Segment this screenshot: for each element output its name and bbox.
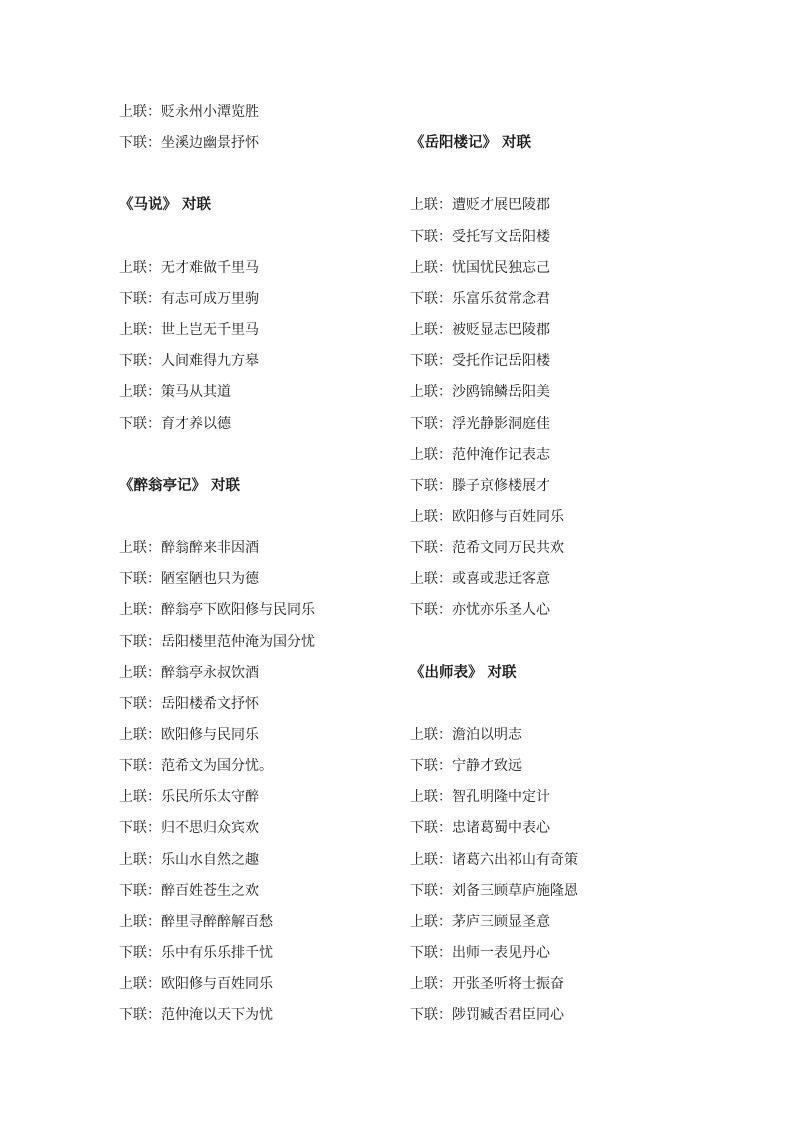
- couplet-line: 上联：醉翁亭下欧阳修与民同乐: [119, 602, 315, 619]
- section-heading: 《岳阳楼记》 对联: [410, 135, 532, 152]
- couplet-line: 上联：乐民所乐太守醉: [119, 789, 259, 806]
- couplet-line: 上联：澹泊以明志: [410, 727, 522, 743]
- couplet-line: 上联：世上岂无千里马: [119, 322, 259, 339]
- couplet-line: 上联：欧阳修与民同乐: [119, 727, 259, 743]
- couplet-line: 下联：亦忧亦乐圣人心: [410, 602, 550, 619]
- couplet-line: 上联：被贬显志巴陵郡: [410, 322, 550, 339]
- couplet-line: 下联：岳阳楼里范仲淹为国分忧: [119, 633, 315, 650]
- couplet-line: 下联：受托写文岳阳楼: [410, 228, 550, 245]
- couplet-line: 下联：乐中有乐乐排千忧: [119, 945, 273, 962]
- couplet-line: 下联：乐富乐贫常念君: [410, 290, 550, 307]
- section-heading: 《醉翁亭记》 对联: [119, 477, 241, 494]
- couplet-line: 下联：滕子京修楼展才: [410, 477, 550, 494]
- couplet-line: 上联：遭贬才展巴陵郡: [410, 197, 550, 214]
- couplet-line: 上联：范仲淹作记表志: [410, 446, 550, 463]
- couplet-line: 上联：贬永州小潭览胜: [119, 104, 259, 120]
- couplet-line: 下联：人间难得九方皋: [119, 353, 259, 370]
- couplet-line: 下联：受托作记岳阳楼: [410, 353, 550, 370]
- couplet-line: 下联：有志可成万里驹: [119, 290, 259, 307]
- couplet-line: 下联：范希文为国分忧。: [119, 758, 273, 775]
- section-heading: 《出师表》 对联: [410, 664, 517, 681]
- couplet-line: 上联：智孔明隆中定计: [410, 789, 550, 806]
- couplet-line: 下联：范仲淹以天下为忧: [119, 1007, 273, 1024]
- couplet-line: 上联：醉翁亭永叔饮酒: [119, 664, 259, 681]
- couplet-line: 下联：浮光静影洞庭佳: [410, 415, 550, 432]
- couplet-line: 上联：无才难做千里马: [119, 259, 259, 276]
- couplet-line: 上联：欧阳修与百姓同乐: [410, 508, 564, 525]
- couplet-line: 下联：陋室陋也只为德: [119, 571, 259, 588]
- couplet-line: 下联：岳阳楼希文抒怀: [119, 695, 259, 712]
- couplet-line: 下联：出师一表见丹心: [410, 945, 550, 962]
- couplet-line: 下联：忠诸葛蜀中表心: [410, 820, 550, 837]
- couplet-line: 下联：宁静才致远: [410, 758, 522, 775]
- couplet-line: 上联：诸葛六出祁山有奇策: [410, 851, 578, 868]
- couplet-line: 上联：醉里寻醉醉解百愁: [119, 913, 273, 930]
- couplet-line: 下联：范希文同万民共欢: [410, 540, 564, 557]
- couplet-line: 下联：坐溪边幽景抒怀: [119, 135, 259, 152]
- couplet-line: 上联：忧国忧民独忘己: [410, 259, 550, 276]
- section-heading: 《马说》 对联: [119, 197, 212, 214]
- couplet-line: 下联：归不思归众宾欢: [119, 820, 259, 837]
- couplet-line: 下联：醉百姓苍生之欢: [119, 882, 259, 899]
- couplet-line: 下联：刘备三顾草庐施隆恩: [410, 882, 578, 899]
- couplet-line: 上联：沙鸥锦鳞岳阳美: [410, 384, 550, 401]
- couplet-line: 上联：欧阳修与百姓同乐: [119, 976, 273, 993]
- couplet-line: 上联：开张圣听将士振奋: [410, 976, 564, 993]
- couplet-line: 上联：或喜或悲迁客意: [410, 571, 550, 588]
- couplet-line: 下联：陟罚臧否君臣同心: [410, 1007, 564, 1024]
- couplet-line: 上联：茅庐三顾显圣意: [410, 913, 550, 930]
- couplet-line: 上联：乐山水自然之趣: [119, 851, 259, 868]
- couplet-line: 上联：策马从其道: [119, 384, 231, 401]
- couplet-line: 下联：育才养以德: [119, 415, 231, 432]
- couplet-line: 上联：醉翁醉来非因酒: [119, 540, 259, 557]
